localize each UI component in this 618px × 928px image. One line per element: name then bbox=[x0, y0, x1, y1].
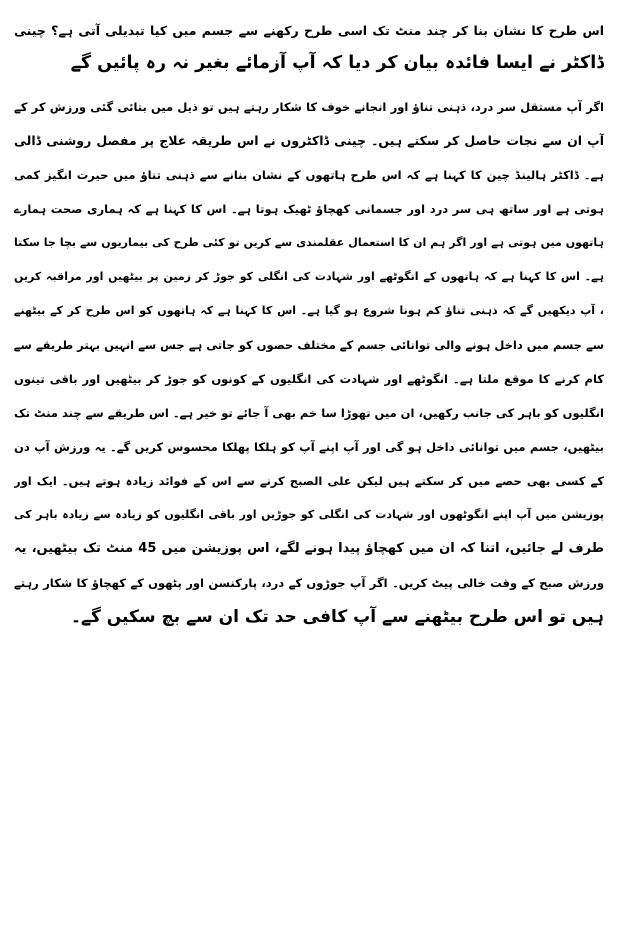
body-line: ہے۔ اس کا کہنا ہے کہ ہاتھوں کے انگوٹھے اور شہادت کی انگلی کو جوڑ کر زمین پر بیٹھیں اور مراقبہ کریں bbox=[14, 270, 604, 283]
body-line: آپ ان سے نجات حاصل کر سکتے ہیں۔ چینی ڈاکٹروں نے اس طریقہ علاج پر مفصل روشنی ڈالی bbox=[14, 133, 604, 148]
body-line: پوزیشن میں آپ اپنے انگوٹھوں اور شہادت کی انگلی کو جوڑیں اور باقی انگلیوں کو زیادہ سے زیادہ باہر کی bbox=[14, 508, 604, 521]
headline-line: اس طرح کا نشان بنا کر چند منٹ تک اسی طرح رکھنے سے جسم میں کیا تبدیلی آتی ہے؟ چینی bbox=[14, 23, 604, 38]
body-line: بیٹھیں، جسم میں توانائی داخل ہو گی اور آپ اپنے آپ کو ہلکا پھلکا محسوس کریں گے۔ یہ ورزش آپ دن bbox=[14, 440, 604, 454]
body-line: اگر آپ مستقل سر درد، ذہنی تناؤ اور انجانے خوف کا شکار رہتے ہیں تو ذیل میں بتائی گئی ورزش کر کے bbox=[14, 100, 604, 114]
body-line: کے کسی بھی حصے میں کر سکتے ہیں لیکن علی الصبح کرنے سے اس کے فوائد زیادہ ہوتے ہیں۔ ایک اور bbox=[14, 474, 604, 488]
body-line: ہیں تو اس طرح بیٹھنے سے آپ کافی حد تک ان سے بچ سکیں گے۔ bbox=[71, 607, 604, 627]
headline-line: ڈاکٹر نے ایسا فائدہ بیان کر دیا کہ آپ آزمائے بغیر نہ رہ پائیں گے bbox=[70, 53, 604, 73]
body-line: کام کرنے کا موقع ملتا ہے۔ انگوٹھے اور شہادت کی انگلیوں کے کونوں کو جوڑ کر بیٹھیں اور باقی تینوں bbox=[14, 372, 604, 386]
body-line: طرف لے جائیں، اتنا کہ ان میں کھچاؤ پیدا ہونے لگے، اس پوزیشن میں 45 منٹ تک بیٹھیں، یہ bbox=[14, 541, 604, 556]
body-line: سے جسم میں داخل ہونے والی توانائی جسم کے مختلف حصوں کو جاتی ہے جس سے انہیں بہتر طریقے سے bbox=[14, 338, 604, 352]
body-line: ورزش صبح کے وقت خالی پیٹ کریں۔ اگر آپ جوڑوں کے درد، پارکنسن اور پٹھوں کے کھچاؤ کا شکار رہتے bbox=[14, 576, 604, 590]
body-line: ہوتی ہے اور ساتھ ہی سر درد اور جسمانی کھچاؤ ٹھیک ہوتا ہے۔ اس کا کہنا ہے کہ ہماری صحت ہمارے bbox=[14, 202, 604, 216]
body-line: انگلیوں کو باہر کی جانب رکھیں، ان میں تھوڑا سا خم بھی آ جائے تو خیر ہے۔ اس طریقے سے چند منٹ تک bbox=[14, 406, 604, 420]
article-body bbox=[14, 90, 604, 634]
article-headline bbox=[14, 14, 604, 80]
body-line: ہے۔ ڈاکٹر ہالینڈ چین کا کہنا ہے کہ اس طرح ہاتھوں کے نشان بنانے سے ذہنی تناؤ میں حیرت انگیز کمی bbox=[14, 168, 604, 182]
body-line: ، آپ دیکھیں گے کہ ذہنی تناؤ کم ہونا شروع ہو گیا ہے۔ اس کا کہنا ہے کہ ہاتھوں کو اس طرح کر کے بیٹھنے bbox=[14, 304, 604, 317]
body-line: ہاتھوں میں ہوتی ہے اور اگر ہم ان کا استعمال عقلمندی سے کریں تو کئی طرح کی بیماریوں سے بچا جا سکتا bbox=[14, 236, 604, 249]
